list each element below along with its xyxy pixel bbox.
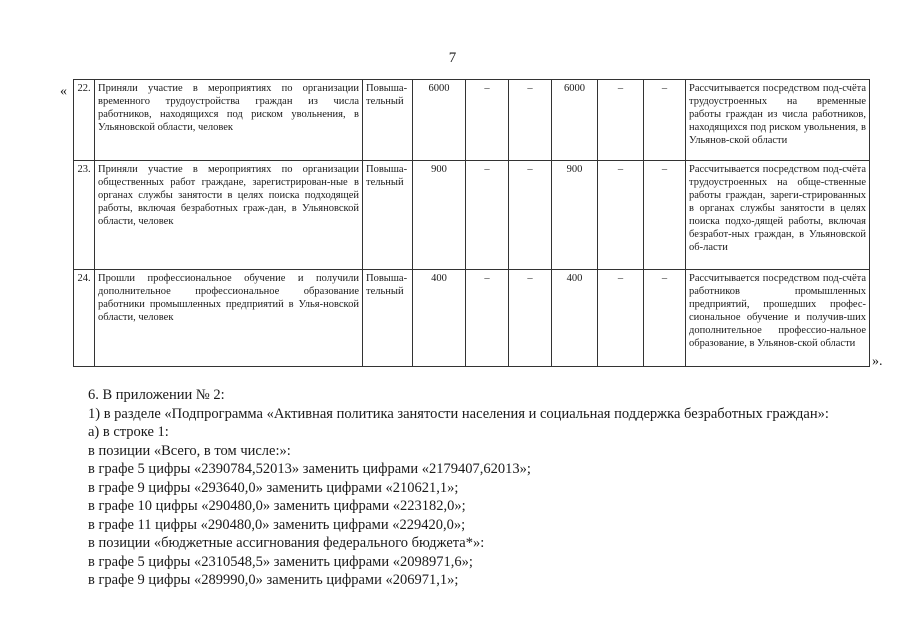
- indicator-direction: Повыша-тельный: [363, 161, 413, 270]
- table-row: [74, 80, 870, 161]
- replacement-line: в графе 9 цифры «293640,0» заменить цифрами «210621,1»;: [88, 479, 459, 496]
- row-number: 24.: [74, 270, 95, 367]
- value-cell: –: [644, 80, 686, 161]
- calculation-note: Рассчитывается посредством под-счёта трудоустроенных на обще-ственные работы граждан, зареги-стрированных в органах службы занятости в целях поиска подхо-дящей работы, включая безработ-ных граждан, в Ульяновской об-ласти: [686, 161, 870, 270]
- value-cell: –: [509, 161, 552, 270]
- position-line: в позиции «Всего, в том числе:»:: [88, 442, 291, 459]
- amendment-item: 1) в разделе «Подпрограмма «Активная политика занятости населения и социальная поддержка безработных граждан»:: [88, 405, 829, 422]
- value-cell: –: [644, 270, 686, 367]
- indicators-table: [73, 79, 870, 367]
- value-cell: 6000: [413, 80, 466, 161]
- replacement-line: в графе 11 цифры «290480,0» заменить цифрами «229420,0»;: [88, 516, 466, 533]
- replacement-line: в графе 5 цифры «2390784,52013» заменить цифрами «2179407,62013»;: [88, 461, 531, 477]
- value-cell: –: [466, 161, 509, 270]
- table-row: [74, 270, 870, 367]
- indicator-name: Приняли участие в мероприятиях по организации временного трудоустройства граждан из числа работников, находящихся под риском увольнения, в Ульяновской области, человек: [95, 80, 363, 161]
- value-cell: 400: [552, 270, 598, 367]
- amendment-subitem: а) в строке 1:: [88, 424, 169, 440]
- value-cell: –: [598, 270, 644, 367]
- table-close-quote: ».: [872, 354, 883, 369]
- replacement-line: в графе 9 цифры «289990,0» заменить цифрами «206971,1»;: [88, 572, 459, 588]
- indicator-name: Прошли профессиональное обучение и получили дополнительное профессиональное образование работники промышленных предприятий в Улья-новской области, человек: [95, 270, 363, 367]
- value-cell: 900: [413, 161, 466, 270]
- row-number: 22.: [74, 80, 95, 161]
- indicator-direction: Повыша-тельный: [363, 270, 413, 367]
- section-heading: 6. В приложении № 2:: [88, 387, 225, 403]
- table-row: [74, 161, 870, 270]
- indicator-direction: Повыша-тельный: [363, 80, 413, 161]
- table-open-quote: «: [60, 84, 67, 99]
- amendment-text: [88, 386, 870, 590]
- value-cell: –: [509, 270, 552, 367]
- calculation-note: Рассчитывается посредством под-счёта трудоустроенных на временные работы граждан из числа работников, находящихся под риском увольнения, в Ульянов-ской области: [686, 80, 870, 161]
- value-cell: 6000: [552, 80, 598, 161]
- value-cell: 900: [552, 161, 598, 270]
- row-number: 23.: [74, 161, 95, 270]
- value-cell: –: [598, 161, 644, 270]
- value-cell: –: [598, 80, 644, 161]
- page-number: 7: [448, 50, 457, 66]
- position-line: в позиции «бюджетные ассигнования федерального бюджета*»:: [88, 535, 485, 551]
- value-cell: –: [509, 80, 552, 161]
- calculation-note: Рассчитывается посредством под-счёта работников промышленных предприятий, прошедших профес-сиональное обучение и получив-ших дополнительное профессио-нальное образование, в Ульянов-ской области: [686, 270, 870, 367]
- value-cell: 400: [413, 270, 466, 367]
- value-cell: –: [466, 80, 509, 161]
- value-cell: –: [466, 270, 509, 367]
- value-cell: –: [644, 161, 686, 270]
- replacement-line: в графе 5 цифры «2310548,5» заменить цифрами «2098971,6»;: [88, 553, 473, 570]
- replacement-line: в графе 10 цифры «290480,0» заменить цифрами «223182,0»;: [88, 498, 466, 514]
- indicator-name: Приняли участие в мероприятиях по организации общественных работ граждане, зарегистрирован-ные в органах службы занятости в целях поиска подходящей работы, включая безработных граж-дан, в Ульяновской области, человек: [95, 161, 363, 270]
